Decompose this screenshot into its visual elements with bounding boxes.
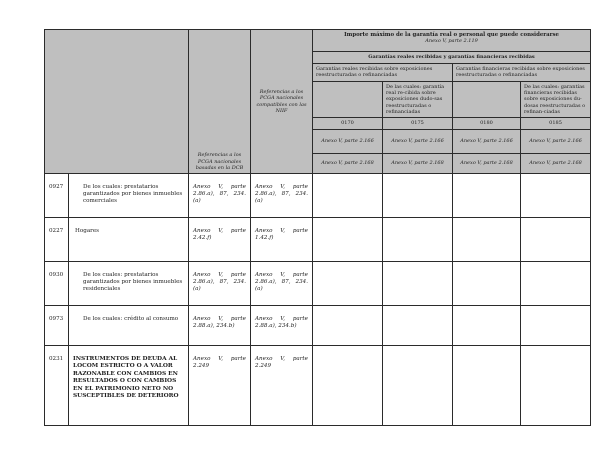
header-ref2-0170: Anexo V, parte 2.168 bbox=[313, 154, 383, 174]
data-table bbox=[44, 29, 591, 426]
cell-0170 bbox=[313, 218, 383, 262]
table-row bbox=[45, 218, 591, 262]
row-ref-dcb: Anexo V, parte 2.86.a), 87, 234.(a) bbox=[189, 174, 251, 218]
header-top-ref: Anexo V, parte 2.119 bbox=[425, 38, 478, 45]
cell-0180 bbox=[453, 262, 521, 306]
row-label: INSTRUMENTOS DE DEUDA AL LOCOM ESTRICTO O A VALOR RAZONABLE CON CAMBIOS EN RESULTADOS O CON CAMBIOS EN EL PATRIMONIO NETO NO SUSCEPTIBLES DE DETERIORO bbox=[69, 346, 189, 426]
cell-0170 bbox=[313, 174, 383, 218]
header-code-0180: 0180 bbox=[453, 118, 521, 130]
header-ref-nacionales: Referencias a los PCGA nacionales basadas en la DCB bbox=[189, 30, 251, 174]
row-label: De los cuales: crédito al consumo bbox=[69, 306, 189, 346]
row-ref-dcb: Anexo V, parte 2.249 bbox=[189, 346, 251, 426]
header-ref2-0185: Anexo V, parte 2.168 bbox=[521, 154, 591, 174]
document-table-page bbox=[44, 29, 590, 426]
row-code: 0973 bbox=[45, 306, 69, 346]
header-code-0170: 0170 bbox=[313, 118, 383, 130]
cell-0185 bbox=[521, 262, 591, 306]
row-code: 0227 bbox=[45, 218, 69, 262]
cell-0180 bbox=[453, 346, 521, 426]
header-ref2-0175: Anexo V, parte 2.168 bbox=[383, 154, 453, 174]
header-sub-real: Garantías reales recibidas sobre exposiciones reestructuradas o refinanciadas bbox=[313, 64, 453, 82]
row-ref-niif: Anexo V, parte 2.86.a), 87, 234.(a) bbox=[251, 262, 313, 306]
row-ref-niif: Anexo V, parte 1.42.f) bbox=[251, 218, 313, 262]
row-ref-dcb: Anexo V, parte 2.88.a), 234.b) bbox=[189, 306, 251, 346]
row-label: Hogares bbox=[69, 218, 189, 262]
header-blank-cell bbox=[45, 30, 189, 174]
header-ref1-0180: Anexo V, parte 2.166 bbox=[453, 130, 521, 154]
row-code: 0927 bbox=[45, 174, 69, 218]
header-code-0175: 0175 bbox=[383, 118, 453, 130]
row-ref-dcb: Anexo V, parte 2.86.a), 87, 234.(a) bbox=[189, 262, 251, 306]
cell-0170 bbox=[313, 346, 383, 426]
header-sub-real-detail: De las cuales: garantía real re-cibida sobre exposiciones dudo-sas reestructuradas o refinanciadas bbox=[383, 82, 453, 118]
header-sub-fin: Garantías financieras recibidas sobre exposiciones reestructuradas o refinanciadas bbox=[453, 64, 591, 82]
cell-0185 bbox=[521, 174, 591, 218]
header-ref-niif: Referencias a los PCGA nacionales compatibles con las NIIF bbox=[251, 30, 313, 174]
cell-0170 bbox=[313, 262, 383, 306]
cell-0175 bbox=[383, 262, 453, 306]
header-ref1-0170: Anexo V, parte 2.166 bbox=[313, 130, 383, 154]
row-code: 0930 bbox=[45, 262, 69, 306]
table-row bbox=[45, 346, 591, 426]
row-code: 0231 bbox=[45, 346, 69, 426]
header-ref2-0180: Anexo V, parte 2.168 bbox=[453, 154, 521, 174]
header-ref1-0175: Anexo V, parte 2.166 bbox=[383, 130, 453, 154]
header-blank-fin bbox=[453, 82, 521, 118]
cell-0185 bbox=[521, 218, 591, 262]
row-label: De los cuales: prestatarios garantizados por bienes inmuebles residenciales bbox=[69, 262, 189, 306]
header-top-title bbox=[313, 30, 591, 52]
table-row bbox=[45, 262, 591, 306]
cell-0180 bbox=[453, 306, 521, 346]
row-ref-niif: Anexo V, parte 2.86.a), 87, 234.(a) bbox=[251, 174, 313, 218]
cell-0175 bbox=[383, 346, 453, 426]
row-ref-niif: Anexo V, parte 2.88.a), 234.b) bbox=[251, 306, 313, 346]
cell-0185 bbox=[521, 306, 591, 346]
row-label: De los cuales: prestatarios garantizados por bienes inmuebles comerciales bbox=[69, 174, 189, 218]
row-ref-niif: Anexo V, parte 2.249 bbox=[251, 346, 313, 426]
header-ref1-0185: Anexo V, parte 2.166 bbox=[521, 130, 591, 154]
cell-0175 bbox=[383, 174, 453, 218]
header-blank-real bbox=[313, 82, 383, 118]
cell-0180 bbox=[453, 174, 521, 218]
row-ref-dcb: Anexo V, parte 2.42.f) bbox=[189, 218, 251, 262]
header-group-title: Garantías reales recibidas y garantías financieras recibidas bbox=[313, 52, 591, 64]
header-code-0185: 0185 bbox=[521, 118, 591, 130]
cell-0175 bbox=[383, 306, 453, 346]
table-row bbox=[45, 306, 591, 346]
header-top-title-text: Importe máximo de la garantía real o personal que puede considerarse bbox=[344, 32, 559, 38]
cell-0180 bbox=[453, 218, 521, 262]
cell-0185 bbox=[521, 346, 591, 426]
table-row bbox=[45, 174, 591, 218]
header-sub-fin-detail: De las cuales: garantías financieras recibidas sobre exposiciones du-dosas reestructuradas o refinan-ciadas bbox=[521, 82, 591, 118]
cell-0175 bbox=[383, 218, 453, 262]
cell-0170 bbox=[313, 306, 383, 346]
